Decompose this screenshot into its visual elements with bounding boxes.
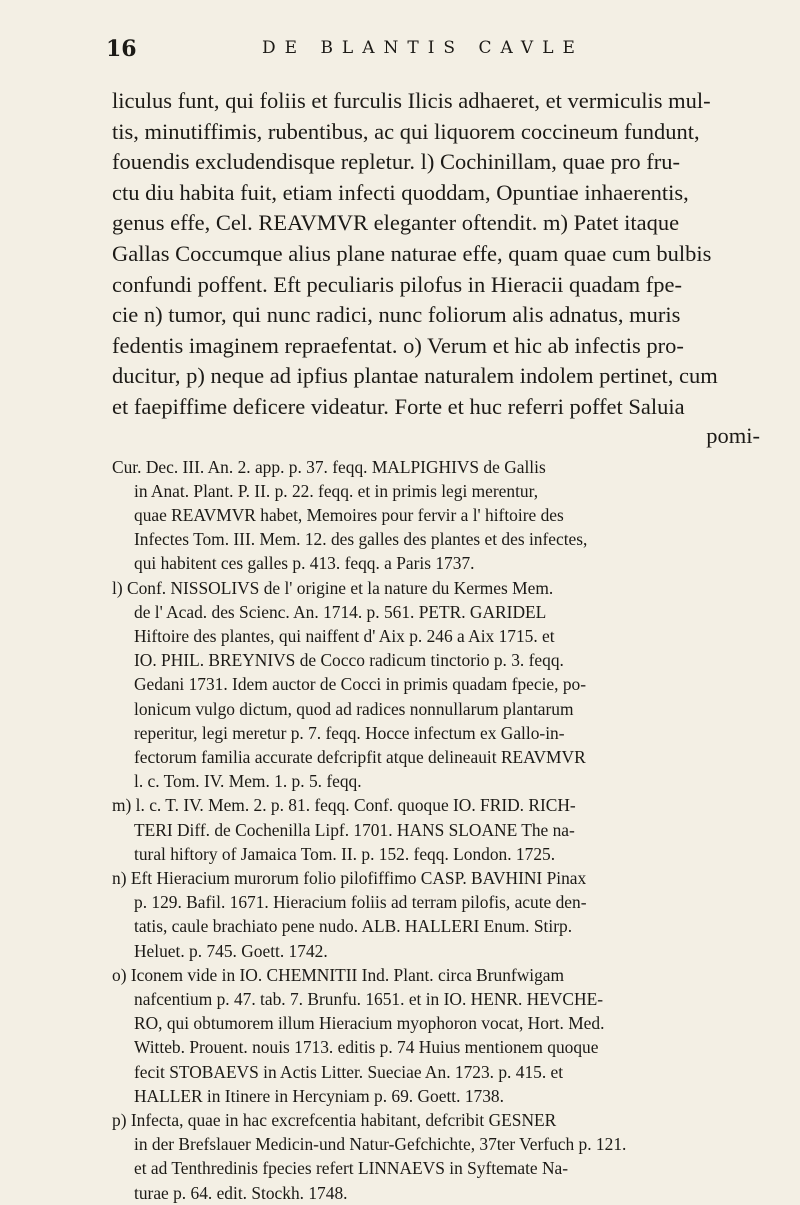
- body-line: tis, minutiffimis, rubentibus, ac qui liquorem coccineum fundunt,: [112, 118, 700, 144]
- footnote-line: fectorum familia accurate defcripfit atque delineauit REAVMVR: [134, 746, 586, 767]
- body-line: Gallas Coccumque alius plane naturae effe, quam quae cum bulbis: [112, 240, 712, 266]
- footnote: [112, 963, 760, 1108]
- page-number: 16: [106, 36, 137, 62]
- footnote-line: nafcentium p. 47. tab. 7. Brunfu. 1651. et in IO. HENR. HEVCHE-: [134, 989, 603, 1009]
- footnote-line: de l' Acad. des Scienc. An. 1714. p. 561. PETR. GARIDEL: [134, 601, 547, 622]
- body-line: liculus funt, qui foliis et furculis Ilicis adhaeret, et vermiculis mul-: [112, 88, 711, 113]
- footnote-line: m) l. c. T. IV. Mem. 2. p. 81. feqq. Conf. quoque IO. FRID. RICH-: [112, 795, 576, 816]
- footnote-line: p) Infecta, quae in hac excrefcentia habitant, defcribit GESNER: [112, 1110, 557, 1131]
- footnote-line: tatis, caule brachiato pene nudo. ALB. HALLERI Enum. Stirp.: [134, 916, 573, 937]
- body-text: [112, 86, 760, 423]
- footnote-line: l. c. Tom. IV. Mem. 1. p. 5. feqq.: [134, 771, 362, 792]
- footnote-line: tural hiftory of Jamaica Tom. II. p. 152. feqq. London. 1725.: [134, 843, 556, 864]
- footnotes: [112, 455, 760, 1205]
- footnote-line: Witteb. Prouent. nouis 1713. editis p. 74 Huius mentionem quoque: [134, 1037, 599, 1058]
- footnote-line: o) Iconem vide in IO. CHEMNITII Ind. Plant. circa Brunfwigam: [112, 964, 565, 985]
- catchword: pomi-: [706, 422, 760, 448]
- footnote-line: Gedani 1731. Idem auctor de Cocci in primis quadam fpecie, po-: [134, 674, 587, 695]
- page-header: [106, 34, 760, 64]
- footnote-line: quae REAVMVR habet, Memoires pour fervir a l' hiftoire des: [134, 504, 564, 525]
- footnote-line: in der Brefslauer Medicin-und Natur-Gefchichte, 37ter Verfuch p. 121.: [134, 1134, 627, 1155]
- footnote-line: Cur. Dec. III. An. 2. app. p. 37. feqq. MALPIGHIVS de Gallis: [112, 456, 546, 477]
- footnote: [112, 576, 760, 794]
- footnote-line: qui habitent ces galles p. 413. feqq. a Paris 1737.: [134, 553, 475, 574]
- footnote-line: TERI Diff. de Cochenilla Lipf. 1701. HANS SLOANE The na-: [134, 819, 575, 840]
- footnote: [112, 1108, 760, 1205]
- footnote-line: HALLER in Itinere in Hercyniam p. 69. Goett. 1738.: [134, 1085, 504, 1106]
- footnote: [112, 455, 760, 576]
- footnote-line: n) Eft Hieracium murorum folio pilofiffimo CASP. BAVHINI Pinax: [112, 867, 587, 888]
- footnote-line: IO. PHIL. BREYNIVS de Cocco radicum tinctorio p. 3. feqq.: [134, 650, 564, 671]
- footnote: [112, 793, 760, 866]
- body-line: confundi poffent. Eft peculiaris pilofus in Hieracii quadam fpe-: [112, 271, 683, 297]
- footnote-line: reperitur, legi meretur p. 7. feqq. Hocce infectum ex Gallo-in-: [134, 722, 565, 743]
- footnote-line: fecit STOBAEVS in Actis Litter. Sueciae An. 1723. p. 415. et: [134, 1061, 564, 1082]
- body-line: cie n) tumor, qui nunc radici, nunc foliorum alis adnatus, muris: [112, 302, 681, 328]
- footnote: [112, 866, 760, 963]
- footnote-line: l) Conf. NISSOLIVS de l' origine et la nature du Kermes Mem.: [112, 577, 554, 598]
- body-line: ducitur, p) neque ad ipfius plantae naturalem indolem pertinet, cum: [112, 363, 718, 389]
- footnote-line: Infectes Tom. III. Mem. 12. des galles des plantes et des infectes,: [134, 529, 588, 550]
- body-line: ctu diu habita fuit, etiam infecti quoddam, Opuntiae inhaerentis,: [112, 179, 689, 205]
- body-line: genus effe, Cel. REAVMVR eleganter oftendit. m) Patet itaque: [112, 210, 680, 236]
- footnote-line: turae p. 64. edit. Stockh. 1748.: [134, 1182, 348, 1203]
- footnote-line: Hiftoire des plantes, qui naiffent d' Aix p. 246 a Aix 1715. et: [134, 625, 555, 646]
- body-line: et faepiffime deficere videatur. Forte et huc referri poffet Saluia: [112, 393, 685, 419]
- body-line: fedentis imaginem repraefentat. o) Verum et hic ab infectis pro-: [112, 332, 684, 358]
- footnote-line: lonicum vulgo dictum, quod ad radices nonnullarum plantarum: [134, 698, 574, 719]
- running-head: DE BLANTIS CAVLE: [262, 38, 584, 58]
- footnote-line: p. 129. Bafil. 1671. Hieracium foliis ad terram pilofis, acute den-: [134, 892, 587, 913]
- footnote-line: Heluet. p. 745. Goett. 1742.: [134, 940, 328, 961]
- footnote-line: in Anat. Plant. P. II. p. 22. feqq. et in primis legi merentur,: [134, 480, 539, 501]
- body-line: fouendis excludendisque repletur. l) Cochinillam, quae pro fru-: [112, 149, 680, 175]
- footnote-line: et ad Tenthredinis fpecies refert LINNAEVS in Syftemate Na-: [134, 1158, 569, 1179]
- footnote-line: RO, qui obtumorem illum Hieracium myophoron vocat, Hort. Med.: [134, 1013, 605, 1034]
